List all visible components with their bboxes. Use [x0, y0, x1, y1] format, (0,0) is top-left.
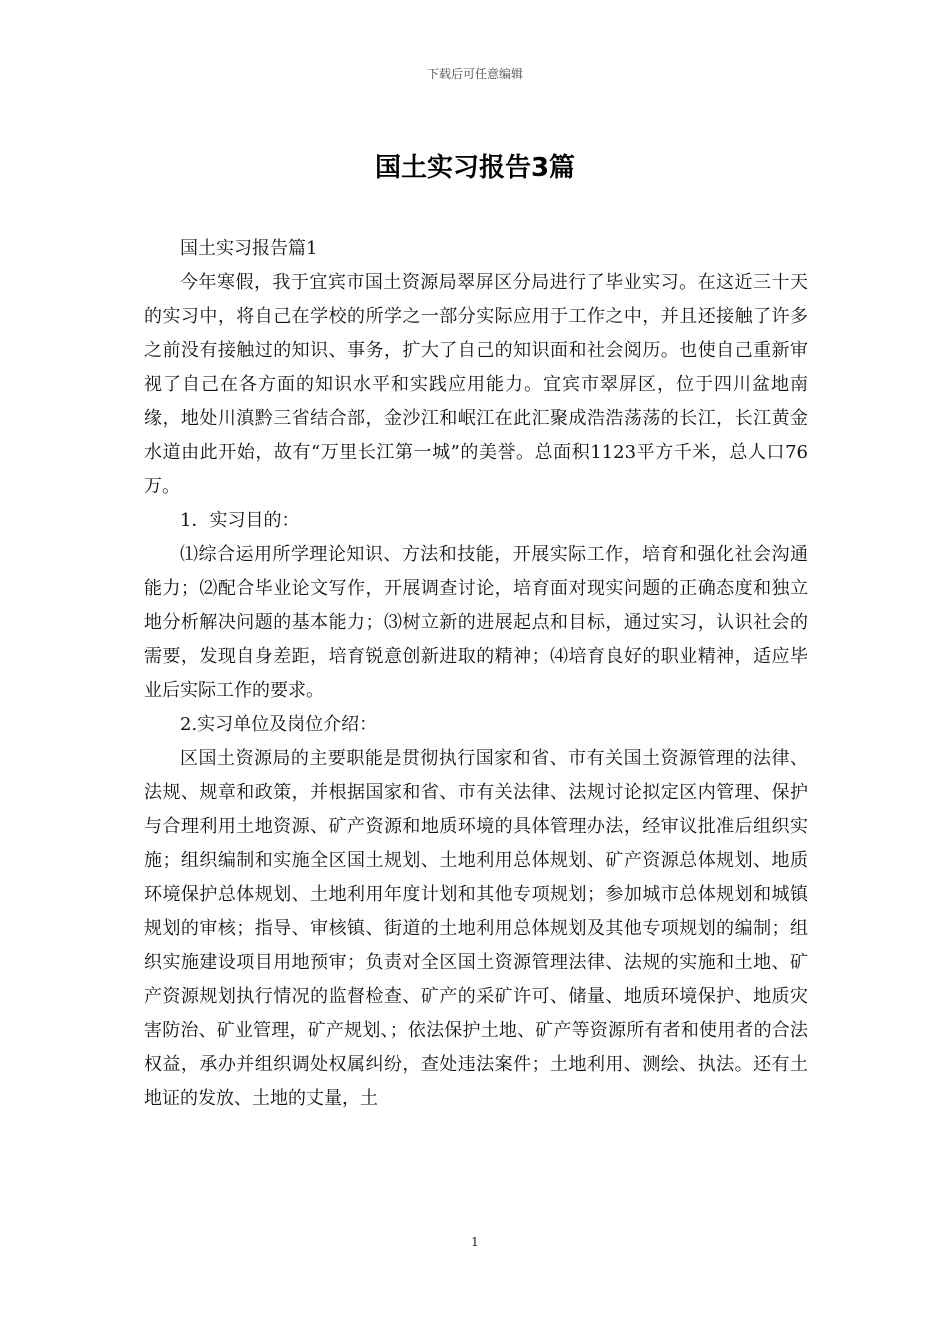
body-paragraph: 区国土资源局的主要职能是贯彻执行国家和省、市有关国土资源管理的法律、法规、规章和政策，并根据国家和省、市有关法律、法规讨论拟定区内管理、保护与合理利用土地资源、矿产资源和地质环境的具体管理办法，经审议批准后组织实施；组织编制和实施全区国土规划、土地利用总体规划、矿产资源总体规划、地质环境保护总体规划、土地利用年度计划和其他专项规划；参加城市总体规划和城镇规划的审核；指导、审核镇、街道的土地利用总体规划及其他专项规划的编制；组织实施建设项目用地预审；负责对全区国土资源管理法律、法规的实施和土地、矿产资源规划执行情况的监督检查、矿产的采矿许可、储量、地质环境保护、地质灾害防治、矿业管理，矿产规划、；依法保护土地、矿产等资源所有者和使用者的合法权益，承办并组织调处权属纠纷，查处违法案件；土地利用、测绘、执法。还有土地证的发放、土地的丈量，土 [144, 748, 808, 1109]
body-paragraph: ⑴综合运用所学理论知识、方法和技能，开展实际工作，培育和强化社会沟通能力；⑵配合毕业论文写作，开展调查讨论，培育面对现实问题的正确态度和独立地分析解决问题的基本能力；⑶树立新的进展起点和目标，通过实习，认识社会的需要，发现自身差距，培育锐意创新进取的精神；⑷培育良好的职业精神，适应毕业后实际工作的要求。 [144, 544, 808, 701]
body-paragraph: 今年寒假，我于宜宾市国土资源局翠屏区分局进行了毕业实习。在这近三十天的实习中，将自己在学校的所学之一部分实际应用于工作之中，并且还接触了许多之前没有接触过的知识、事务，扩大了自己的知识面和社会阅历。也使自己重新审视了自己在各方面的知识水平和实践应用能力。宜宾市翠屏区，位于四川盆地南缘，地处川滇黔三省结合部，金沙江和岷江在此汇聚成浩浩荡荡的长江，长江黄金水道由此开始，故有“万里长江第一城”的美誉。总面积1123平方千米，总人口76万。 [144, 272, 808, 497]
section-heading: 1．实习目的： [180, 510, 300, 531]
document-title: 国土实习报告3篇 [374, 153, 576, 183]
header-note: 下载后可任意编辑 [426, 67, 523, 81]
page-number: 1 [471, 1235, 479, 1249]
section-heading: 国土实习报告篇1 [180, 238, 318, 259]
document-body [144, 232, 808, 1116]
section-heading: 2.实习单位及岗位介绍： [180, 714, 378, 735]
